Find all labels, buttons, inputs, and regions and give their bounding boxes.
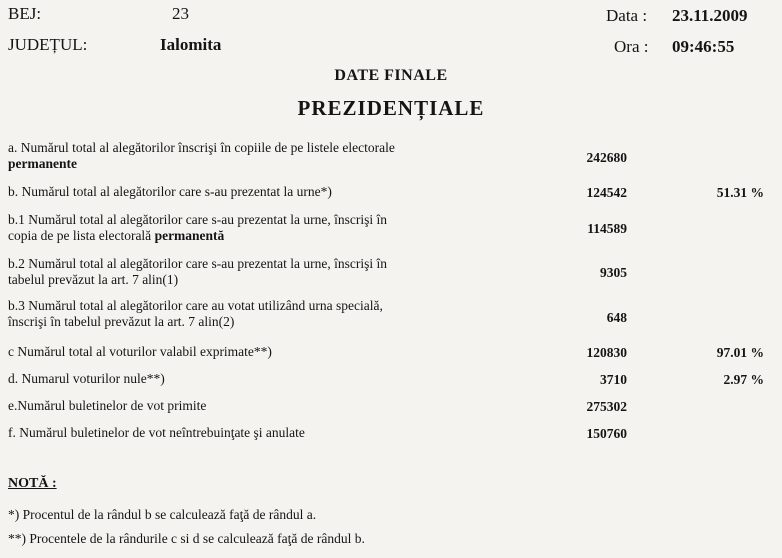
row-c-value: 120830	[586, 345, 627, 360]
row-b-label	[8, 184, 332, 200]
row-b2-line1: b.2 Numărul total al alegătorilor care s-au prezentat la urne, înscrişi în	[8, 256, 387, 271]
row-d-line1: d. Numarul voturilor nule**)	[8, 371, 165, 386]
row-f-label	[8, 425, 305, 441]
row-b3-line2: înscrişi în tabelul prevăzut la art. 7 alin(2)	[8, 314, 235, 329]
row-b2-label	[8, 256, 387, 288]
judet-label: JUDEȚUL:	[8, 35, 88, 54]
note-1: *) Procentul de la rândul b se calculează faţă de rândul a.	[8, 507, 317, 522]
row-b3-value: 648	[606, 310, 627, 325]
row-d-percent: 2.97 %	[723, 372, 764, 387]
row-e-label	[8, 398, 206, 414]
row-b3-label	[8, 298, 383, 330]
title-prezidentiale: PREZIDENȚIALE	[297, 96, 485, 120]
row-b1-line2a: copia de pe lista electorală	[8, 228, 155, 243]
ora-label: Ora :	[614, 37, 649, 56]
judet-value: Ialomita	[160, 35, 222, 54]
row-b3-line1: b.3 Numărul total al alegătorilor care au votat utilizând urna specială,	[8, 298, 383, 313]
bej-label: BEJ:	[8, 4, 42, 23]
row-e-value: 275302	[586, 399, 627, 414]
row-d-value: 3710	[600, 372, 627, 387]
row-a-line1: a. Numărul total al alegătorilor înscrişi în copiile de pe listele electorale	[8, 140, 395, 155]
ora-value: 09:46:55	[672, 37, 735, 56]
row-b1-line1: b.1 Numărul total al alegătorilor care s-au prezentat la urne, înscrişi în	[8, 212, 387, 227]
title-date-finale: DATE FINALE	[334, 67, 448, 84]
row-b-value: 124542	[586, 185, 627, 200]
bej-value: 23	[172, 4, 189, 23]
row-b1-label	[8, 212, 387, 244]
row-a-line2: permanente	[8, 156, 77, 171]
row-b1-line2b: permanentă	[154, 228, 225, 243]
row-a-value: 242680	[586, 150, 627, 165]
row-b-line1: b. Numărul total al alegătorilor care s-au prezentat la urne*)	[8, 184, 332, 199]
row-e-line1: e.Numărul buletinelor de vot primite	[8, 398, 207, 413]
data-label: Data :	[606, 6, 648, 25]
data-value: 23.11.2009	[672, 6, 748, 25]
row-f-line1: f. Numărul buletinelor de vot neîntrebuinţate şi anulate	[8, 425, 305, 440]
row-a-label	[8, 140, 395, 172]
row-c-label	[8, 344, 272, 360]
row-d-label	[8, 371, 165, 387]
note-title: NOTĂ :	[8, 476, 57, 491]
note-2: **) Procentele de la rândurile c si d se calculează faţă de rândul b.	[8, 531, 365, 546]
row-f-value: 150760	[586, 426, 627, 441]
row-c-line1: c Numărul total al voturilor valabil exprimate**)	[8, 344, 272, 359]
row-c-percent: 97.01 %	[716, 345, 764, 360]
row-b2-line2: tabelul prevăzut la art. 7 alin(1)	[8, 272, 179, 287]
row-b2-value: 9305	[600, 265, 627, 280]
row-b-percent: 51.31 %	[716, 185, 764, 200]
row-b1-value: 114589	[587, 221, 627, 236]
